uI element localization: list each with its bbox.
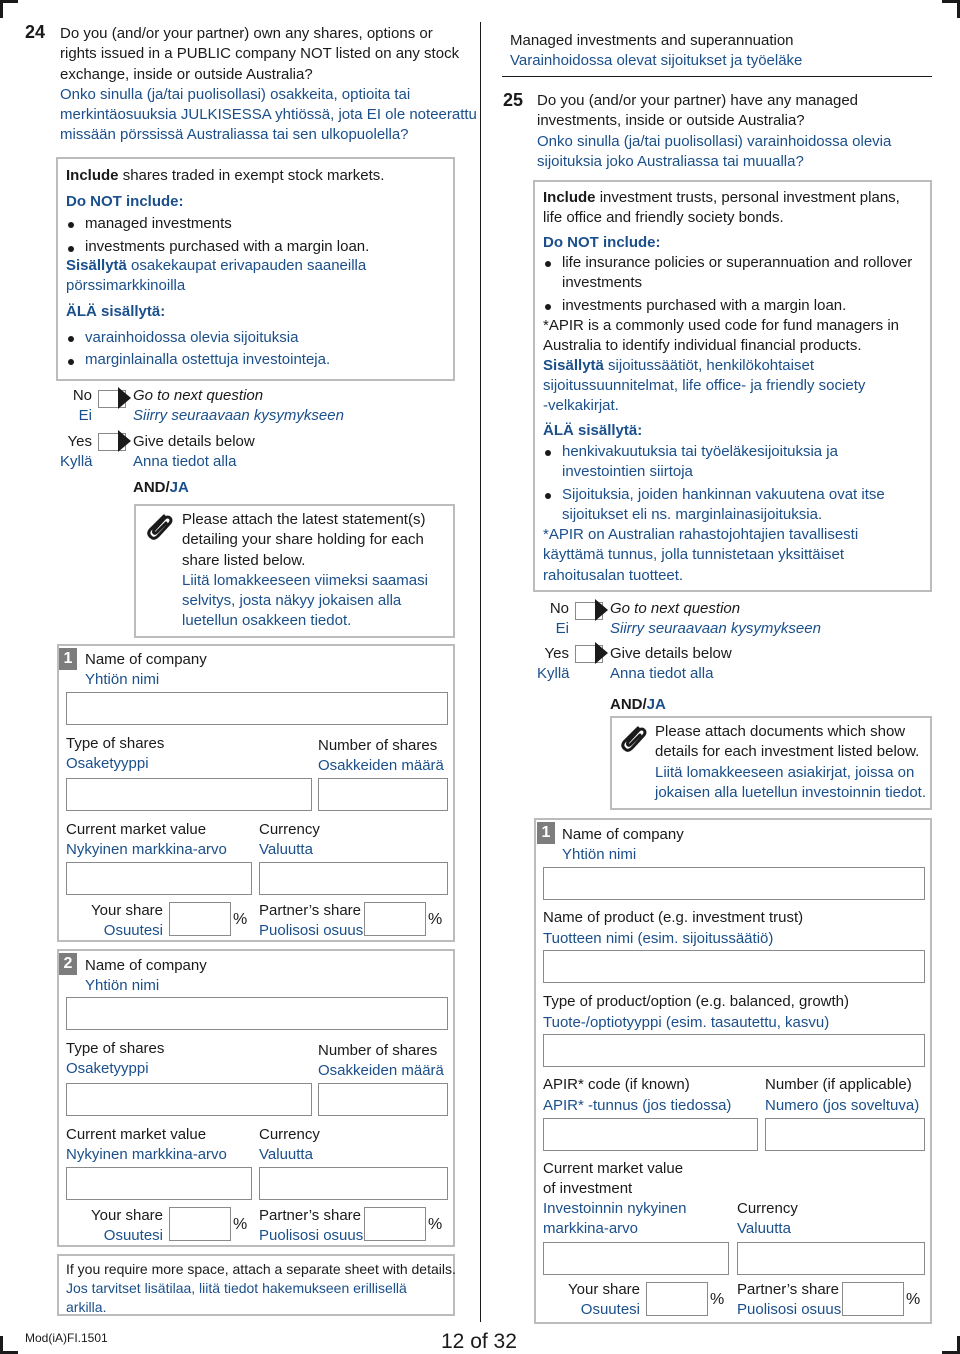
- do-not-include-item: investments purchased with a margin loan.: [85, 238, 370, 255]
- bullet: [68, 246, 74, 252]
- arrow-right-icon: [118, 430, 131, 452]
- number-of-shares-field[interactable]: [318, 1083, 448, 1116]
- type-of-shares-label: Type of shares: [66, 1040, 165, 1057]
- company-name-field[interactable]: [543, 867, 925, 900]
- number-of-shares-label: Number of shares: [318, 737, 438, 754]
- type-of-shares-label-fi: Osaketyyppi: [66, 1060, 149, 1077]
- bullet: [545, 493, 551, 499]
- sisallyta-text: Sisällytä osakekaupat erivapauden saaneilla: [66, 257, 367, 274]
- name-of-company-label: Name of company: [85, 957, 207, 974]
- no-label-fi: Ei: [78, 407, 92, 424]
- percent-sign: %: [710, 1291, 725, 1308]
- your-share-field[interactable]: [169, 1207, 231, 1241]
- bullet: [545, 261, 551, 267]
- include-text-line2: life office and friendly society bonds.: [543, 209, 784, 226]
- current-market-value-label: Current market value: [66, 1126, 207, 1143]
- your-share-field[interactable]: [646, 1282, 708, 1316]
- your-share-label: Your share: [91, 1207, 163, 1224]
- current-market-value-label: Current market value: [66, 821, 207, 838]
- percent-sign: %: [428, 1216, 443, 1233]
- currency-field[interactable]: [259, 1167, 448, 1200]
- product-name-label-fi: Tuotteen nimi (esim. sijoitussäätiö): [543, 930, 774, 947]
- yes-label-fi: Kyllä: [60, 453, 93, 470]
- bullet: [68, 359, 74, 365]
- your-share-label-fi: Osuutesi: [103, 922, 163, 939]
- no-label: No: [549, 600, 569, 617]
- number-label: Number (if applicable): [765, 1076, 912, 1093]
- include-text: Include shares traded in exempt stock markets.: [66, 167, 385, 184]
- arrow-right-icon: [595, 642, 608, 664]
- attach-text: Please attach documents which show details for each investment listed below. Liitä lomakkeeseen asiakirjat, joissa on jokaisen alla luetellun investoinnin tiedot.: [655, 723, 927, 801]
- ala-item: Sijoituksia, joiden hankinnan vakuutena ovat itse sijoitukset eli ns. marginlainasijoituksia.: [562, 486, 885, 524]
- product-name-label: Name of product (e.g. investment trust): [543, 909, 804, 926]
- investment-number-badge: 1: [537, 822, 555, 844]
- partner-share-field[interactable]: [364, 902, 426, 936]
- company-name-field[interactable]: [66, 692, 448, 725]
- form-code: Mod(iA)FI.1501: [25, 1331, 108, 1345]
- market-value-field[interactable]: [66, 1167, 252, 1200]
- include-text: Include investment trusts, personal investment plans,: [543, 189, 900, 206]
- ala-item: henkivakuutuksia tai työeläkesijoituksia ja investointien siirtoja: [562, 443, 838, 481]
- sisallyta-text-lines: sijoitussuunnitelmat, life office- ja friendly society -velkakirjat.: [543, 377, 866, 415]
- name-of-company-label: Name of company: [85, 651, 207, 668]
- no-action: Go to next question: [610, 600, 741, 617]
- market-value-field[interactable]: [66, 862, 252, 895]
- name-of-company-label-fi: Yhtiön nimi: [562, 846, 637, 863]
- your-share-label-fi: Osuutesi: [103, 1227, 163, 1244]
- partner-share-label: Partner’s share: [259, 902, 361, 919]
- do-not-include-title: Do NOT include:: [66, 193, 184, 210]
- number-of-shares-label-fi: Osakkeiden määrä: [318, 757, 444, 774]
- question-25-text: Do you (and/or your partner) have any managed investments, inside or outside Australia? Onko sinulla (ja/tai puolisollasi) varainhoidossa olevia sijoituksia joko Australiassa tai muualla?: [537, 92, 892, 170]
- more-space-text: If you require more space, attach a separate sheet with details. Jos tarvitset lisätilaa, liitä tiedot hakemukseen erillisellä arkilla.: [66, 1261, 456, 1315]
- number-of-shares-field[interactable]: [318, 778, 448, 811]
- ala-sisallyta-title: ÄLÄ sisällytä:: [543, 422, 643, 439]
- number-field[interactable]: [765, 1118, 925, 1151]
- crop-mark: [0, 0, 3, 18]
- current-market-value-label-fi: Investoinnin nykyinen markkina-arvo: [543, 1200, 687, 1238]
- ala-item: varainhoidossa olevia sijoituksia: [85, 329, 299, 346]
- and-ja-label: AND/JA: [133, 479, 189, 496]
- currency-label-fi: Valuutta: [737, 1220, 791, 1237]
- bullet: [545, 304, 551, 310]
- no-label-fi: Ei: [555, 620, 569, 637]
- market-value-field[interactable]: [543, 1242, 729, 1275]
- percent-sign: %: [233, 911, 248, 928]
- type-of-shares-field[interactable]: [66, 778, 312, 811]
- partner-share-field[interactable]: [364, 1207, 426, 1241]
- yes-action-fi: Anna tiedot alla: [610, 665, 714, 682]
- currency-label-fi: Valuutta: [259, 841, 313, 858]
- name-of-company-label-fi: Yhtiön nimi: [85, 671, 160, 688]
- no-action-fi: Siirry seuraavaan kysymykseen: [610, 620, 821, 637]
- paperclip-icon: [142, 510, 176, 544]
- percent-sign: %: [428, 911, 443, 928]
- yes-label-fi: Kyllä: [537, 665, 570, 682]
- apir-note: *APIR is a commonly used code for fund managers in Australia to identify individual financial products.: [543, 317, 900, 355]
- sisallyta-text: Sisällytä sijoitussäätiöt, henkilökohtaiset: [543, 357, 814, 374]
- do-not-include-item: managed investments: [85, 215, 232, 232]
- partner-share-label-fi: Puolisosi osuus: [737, 1301, 842, 1318]
- currency-label: Currency: [259, 821, 320, 838]
- company-number-badge: 1: [59, 648, 77, 670]
- arrow-right-icon: [595, 599, 608, 621]
- sisallyta-text-line2: pörssimarkkinoilla: [66, 277, 186, 294]
- do-not-include-item: investments purchased with a margin loan.: [562, 297, 847, 314]
- currency-label: Currency: [737, 1200, 798, 1217]
- product-type-label: Type of product/option (e.g. balanced, growth): [543, 993, 850, 1010]
- question-number: 24: [25, 22, 46, 42]
- section-header: Managed investments and superannuation Varainhoidossa olevat sijoitukset ja työeläke: [510, 32, 803, 70]
- product-type-label-fi: Tuote-/optiotyyppi (esim. tasautettu, kasvu): [543, 1014, 830, 1031]
- number-label-fi: Numero (jos soveltuva): [765, 1097, 920, 1114]
- name-of-company-label: Name of company: [562, 826, 684, 843]
- yes-label: Yes: [67, 433, 92, 450]
- name-of-company-label-fi: Yhtiön nimi: [85, 977, 160, 994]
- paperclip-icon: [616, 722, 650, 756]
- current-market-value-label-fi: Nykyinen markkina-arvo: [66, 841, 227, 858]
- currency-label-fi: Valuutta: [259, 1146, 313, 1163]
- your-share-field[interactable]: [169, 902, 231, 936]
- bullet: [545, 450, 551, 456]
- no-action-fi: Siirry seuraavaan kysymykseen: [133, 407, 344, 424]
- currency-label: Currency: [259, 1126, 320, 1143]
- currency-field[interactable]: [259, 862, 448, 895]
- type-of-shares-field[interactable]: [66, 1083, 312, 1116]
- type-of-shares-label-fi: Osaketyyppi: [66, 755, 149, 772]
- and-ja-label: AND/JA: [610, 696, 666, 713]
- page-number: 12 of 32: [441, 1330, 517, 1353]
- bullet: [68, 336, 74, 342]
- product-type-field[interactable]: [543, 1034, 925, 1067]
- yes-label: Yes: [544, 645, 569, 662]
- no-label: No: [72, 387, 92, 404]
- current-market-value-label-fi: Nykyinen markkina-arvo: [66, 1146, 227, 1163]
- attach-text: Please attach the latest statement(s) detailing your share holding for each share listed below. Liitä lomakkeeseen viimeksi saamasi selvitys, josta näkyy jokaisen alla luetellun osakkeen tiedot.: [182, 511, 428, 630]
- percent-sign: %: [233, 1216, 248, 1233]
- column-divider: [480, 22, 481, 1322]
- partner-share-label: Partner’s share: [737, 1281, 839, 1298]
- partner-share-field[interactable]: [842, 1282, 904, 1316]
- yes-action: Give details below: [610, 645, 732, 662]
- apir-code-field[interactable]: [543, 1118, 758, 1151]
- no-action: Go to next question: [133, 387, 264, 404]
- header-divider: [502, 76, 932, 77]
- company-name-field[interactable]: [66, 997, 448, 1030]
- your-share-label: Your share: [91, 902, 163, 919]
- yes-action: Give details below: [133, 433, 255, 450]
- do-not-include-item: life insurance policies or superannuation and rollover investments: [562, 254, 913, 292]
- apir-code-label-fi: APIR* -tunnus (jos tiedossa): [543, 1097, 732, 1114]
- your-share-label-fi: Osuutesi: [580, 1301, 640, 1318]
- percent-sign: %: [906, 1291, 921, 1308]
- number-of-shares-label-fi: Osakkeiden määrä: [318, 1062, 444, 1079]
- company-number-badge: 2: [59, 953, 77, 975]
- number-of-shares-label: Number of shares: [318, 1042, 438, 1059]
- current-market-value-label: Current market value of investment: [543, 1160, 684, 1198]
- ala-item: marginlainalla ostettuja investointeja.: [85, 351, 331, 368]
- arrow-right-icon: [118, 387, 131, 409]
- product-name-field[interactable]: [543, 950, 925, 983]
- bullet: [68, 222, 74, 228]
- yes-action-fi: Anna tiedot alla: [133, 453, 237, 470]
- crop-mark: [0, 1336, 3, 1354]
- currency-field[interactable]: [737, 1242, 925, 1275]
- partner-share-label-fi: Puolisosi osuus: [259, 1227, 364, 1244]
- partner-share-label: Partner’s share: [259, 1207, 361, 1224]
- ala-sisallyta-title: ÄLÄ sisällytä:: [66, 303, 166, 320]
- apir-code-label: APIR* code (if known): [543, 1076, 690, 1093]
- apir-note-fi: *APIR on Australian rahastojohtajien tavallisesti käyttämä tunnus, jolla tunnistetaan yksittäiset rahoitusalan tuotteet.: [543, 526, 859, 584]
- question-24-text: Do you (and/or your partner) own any shares, options or rights issued in a PUBLIC company NOT listed on any stock exchange, inside or outside Australia? Onko sinulla (ja/tai puolisollasi) osakkeita, optioita tai merkintäosuuksia JULKISESSA yhtiössä, jota EI ole noteerattu missään pörssissä Australiassa tai sen ulkopuolella?: [60, 25, 477, 144]
- question-number: 25: [503, 90, 524, 110]
- your-share-label: Your share: [568, 1281, 640, 1298]
- partner-share-label-fi: Puolisosi osuus: [259, 922, 364, 939]
- type-of-shares-label: Type of shares: [66, 735, 165, 752]
- do-not-include-title: Do NOT include:: [543, 234, 661, 251]
